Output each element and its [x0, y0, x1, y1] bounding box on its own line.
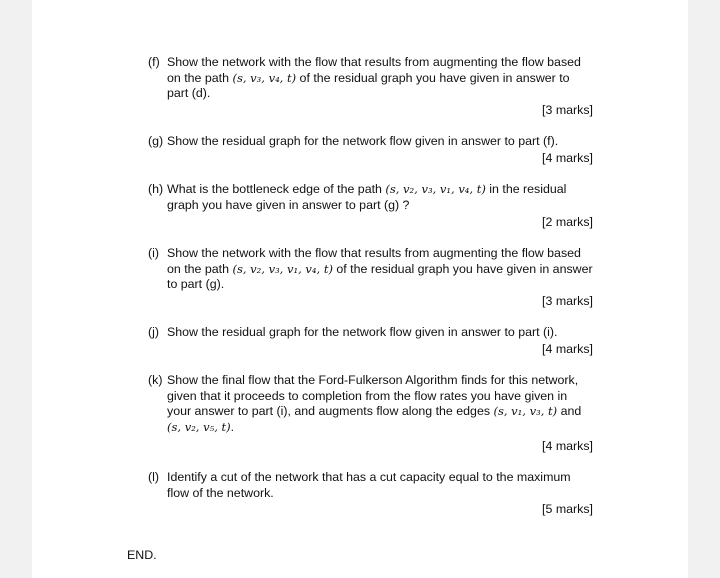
question-text: Show the network with the flow that results from augmenting the flow based on the path (s, v₂, v₃, v₁, v₄, t) of the residual graph you have given in answer to part (g).	[167, 246, 593, 291]
end-marker: END.	[127, 548, 157, 562]
question-g	[148, 134, 593, 150]
marks-f: [3 marks]	[542, 103, 593, 117]
question-label: (f)	[148, 55, 160, 69]
question-text: Show the residual graph for the network flow given in answer to part (i).	[167, 325, 558, 339]
marks-k: [4 marks]	[542, 439, 593, 453]
question-label: (l)	[148, 470, 160, 484]
marks-h: [2 marks]	[542, 215, 593, 229]
path-expression: (s, v₂, v₃, v₁, v₄, t)	[385, 182, 486, 196]
question-label: (h)	[148, 182, 164, 196]
marks-l: [5 marks]	[542, 502, 593, 516]
marks-i: [3 marks]	[542, 294, 593, 308]
question-text: Identify a cut of the network that has a cut capacity equal to the maximum flow of the network.	[167, 470, 571, 500]
marks-j: [4 marks]	[542, 342, 593, 356]
question-j	[148, 325, 593, 341]
question-label: (i)	[148, 246, 160, 260]
path-expression: (s, v₂, v₃, v₁, v₄, t)	[232, 261, 333, 276]
question-f	[148, 55, 593, 102]
question-label: (g)	[148, 134, 164, 148]
path-expression: (s, v₃, v₄, t)	[232, 70, 297, 85]
marks-g: [4 marks]	[542, 151, 593, 165]
question-text: Show the network with the flow that results from augmenting the flow based on the path (s, v₃, v₄, t) of the residual graph you have given in answer to part (d).	[167, 55, 581, 100]
question-text: What is the bottleneck edge of the path (s, v₂, v₃, v₁, v₄, t) in the residual graph you have given in answer to part (g) ?	[167, 182, 567, 212]
question-h	[148, 182, 593, 213]
question-text: Show the final flow that the Ford-Fulkerson Algorithm finds for this network, given that it proceeds to completion from the flow rates you have given in your answer to part (i), and augments flow along the edges (s, v₁, v₃, t) and (s, v₂, v₅, t).	[167, 373, 582, 434]
question-label: (j)	[148, 325, 160, 339]
question-text: Show the residual graph for the network flow given in answer to part (f).	[167, 134, 559, 148]
question-l	[148, 470, 593, 501]
question-i	[148, 246, 593, 293]
path-expression: (s, v₁, v₃, t)	[493, 404, 558, 418]
path-expression: (s, v₂, v₅, t)	[167, 419, 231, 434]
question-k	[148, 373, 593, 435]
question-label: (k)	[148, 373, 163, 387]
document-page	[32, 0, 688, 578]
